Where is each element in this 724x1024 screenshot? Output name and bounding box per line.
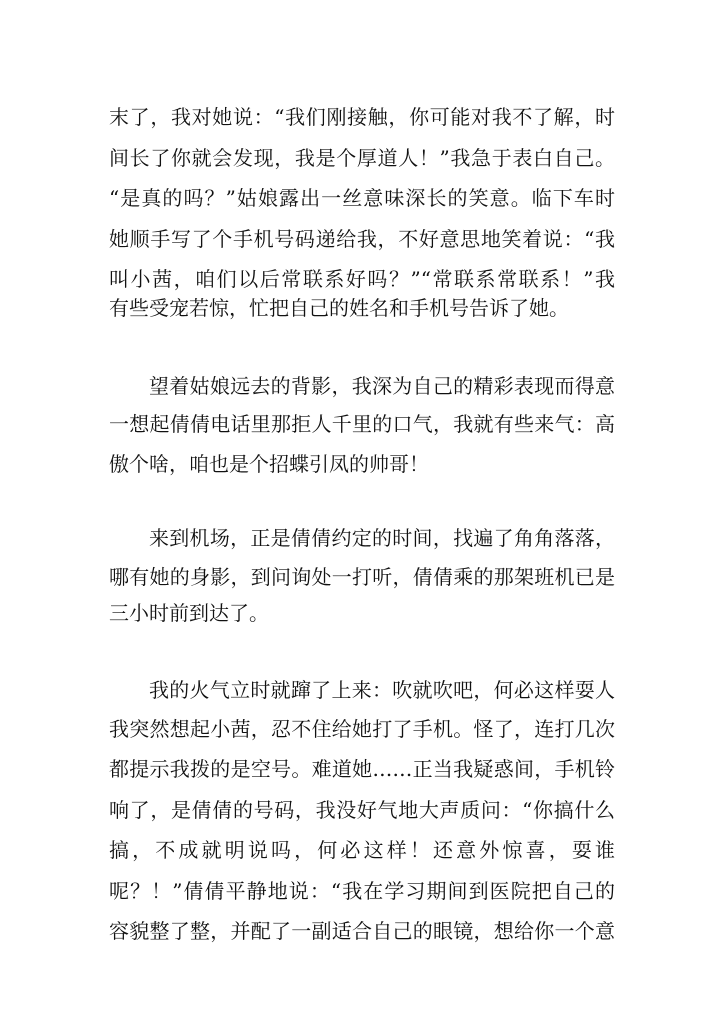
text-line: 来到机场，正是倩倩约定的时间，找遍了角角落落， (149, 526, 615, 550)
text-line: 搞，不成就明说吗，何必这样！还意外惊喜，耍谁 (109, 838, 615, 862)
text-line: 响了，是倩倩的号码，我没好气地大声质问：“你搞什么 (109, 798, 615, 822)
text-line: 一想起倩倩电话里那拒人千里的口气，我就有些来气：高 (109, 412, 615, 436)
text-line: 哪有她的身影，到问询处一打听，倩倩乘的那架班机已是 (109, 565, 615, 589)
text-line: 望着姑娘远去的背影，我深为自己的精彩表现而得意 (149, 374, 615, 398)
text-line: 间长了你就会发现，我是个厚道人！”我急于表白自己。 (109, 146, 615, 170)
text-line: 容貌整了整，并配了一副适合自己的眼镜，想给你一个意 (109, 919, 615, 943)
text-line: 都提示我拨的是空号。难道她……正当我疑惑间，手机铃 (109, 757, 615, 781)
text-line: 叫小茜，咱们以后常联系好吗？”“常联系常联系！”我 (109, 267, 615, 291)
text-line: 傲个啥，咱也是个招蝶引凤的帅哥！ (109, 452, 429, 476)
text-line: “是真的吗？”姑娘露出一丝意味深长的笑意。临下车时 (109, 186, 615, 210)
text-line: 我突然想起小茜，忍不住给她打了手机。怪了，连打几次 (109, 717, 615, 741)
text-line: 有些受宠若惊，忙把自己的姓名和手机号告诉了她。 (109, 296, 569, 320)
text-line: 末了，我对她说：“我们刚接触，你可能对我不了解，时 (109, 105, 615, 129)
text-line: 三小时前到达了。 (109, 601, 269, 625)
text-line: 我的火气立时就蹿了上来：吹就吹吧，何必这样耍人 (149, 678, 615, 702)
text-line: 她顺手写了个手机号码递给我，不好意思地笑着说：“我 (109, 227, 615, 251)
text-line: 呢？！”倩倩平静地说：“我在学习期间到医院把自己的 (109, 879, 615, 903)
